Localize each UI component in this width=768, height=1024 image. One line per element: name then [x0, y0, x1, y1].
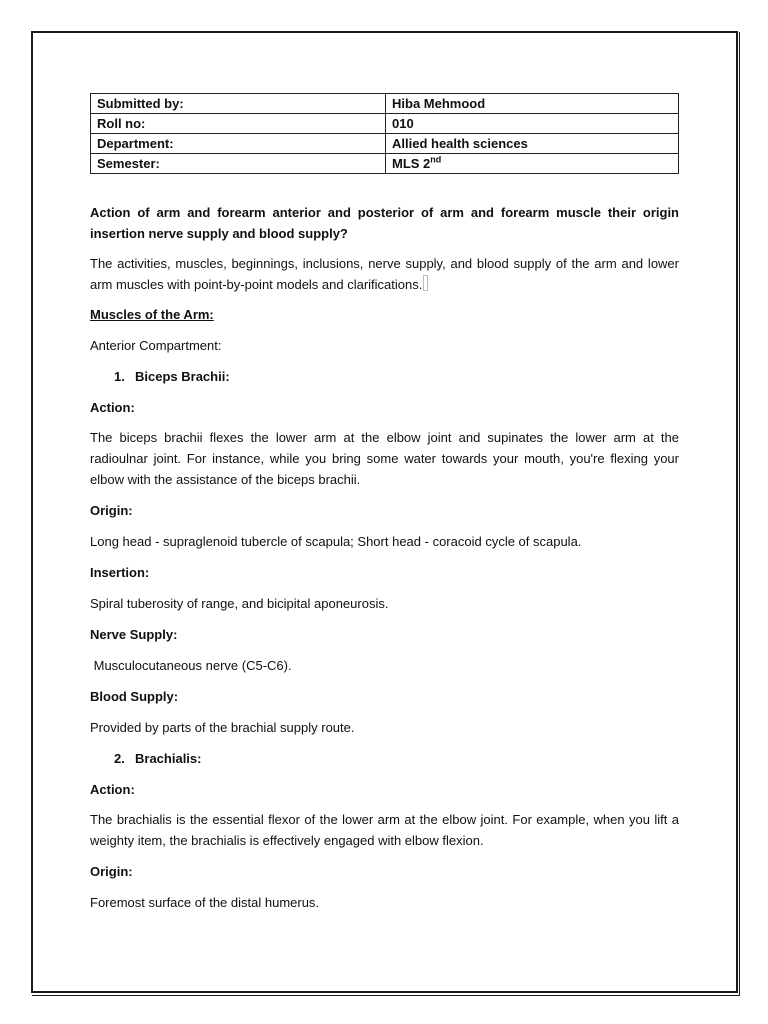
text-cursor-mark: [423, 275, 428, 291]
semester-superscript: nd: [430, 154, 442, 165]
action-text: The biceps brachii flexes the lower arm at the elbow joint and supinates the lower arm at the radioulnar joint. For instance, while you bring some water towards your mouth, you're flexing your elbow with the assistance of the biceps brachii.: [90, 430, 679, 487]
section-heading: Muscles of the Arm:: [90, 307, 214, 322]
intro-paragraph: [90, 253, 679, 295]
intro-text: The activities, muscles, beginnings, inclusions, nerve supply, and blood supply of the arm and lower arm muscles with point-by-point models and clarifications.: [90, 256, 679, 292]
table-cell-label: Department:: [91, 134, 386, 154]
insertion-label: Insertion:: [90, 565, 150, 580]
table-row: [91, 94, 679, 114]
table-row: [91, 134, 679, 154]
blood-supply-label: Blood Supply:: [90, 689, 179, 704]
table-cell-label: Semester:: [91, 154, 386, 174]
origin-text: Foremost surface of the distal humerus.: [90, 895, 320, 910]
document-body: [90, 200, 679, 913]
origin-label: Origin:: [90, 864, 133, 879]
insertion-text: Spiral tuberosity of range, and bicipital aponeurosis.: [90, 596, 389, 611]
origin-text: Long head - supraglenoid tubercle of scapula; Short head - coracoid cycle of scapula.: [90, 534, 582, 549]
list-number: 1.: [114, 369, 125, 384]
table-row: [91, 154, 679, 174]
semester-value: MLS 2: [392, 155, 431, 171]
table-cell-value: [386, 154, 679, 174]
nerve-supply-label: Nerve Supply:: [90, 627, 178, 642]
table-row: [91, 114, 679, 134]
table-cell-value: Hiba Mehmood: [386, 94, 679, 114]
question-heading: Action of arm and forearm anterior and posterior of arm and forearm muscle their origin insertion nerve supply and blood supply?: [90, 205, 679, 241]
muscle-heading-biceps: [90, 366, 679, 387]
action-label: Action:: [90, 782, 135, 797]
origin-label: Origin:: [90, 503, 133, 518]
muscle-heading-brachialis: [90, 748, 679, 769]
muscle-name: Biceps Brachii:: [135, 369, 230, 384]
action-text: The brachialis is the essential flexor of the lower arm at the elbow joint. For example, when you lift a weighty item, the brachialis is effectively engaged with elbow flexion.: [90, 812, 679, 848]
table-cell-value: Allied health sciences: [386, 134, 679, 154]
table-cell-label: Submitted by:: [91, 94, 386, 114]
table-cell-value: 010: [386, 114, 679, 134]
action-label: Action:: [90, 400, 135, 415]
muscle-name: Brachialis:: [135, 751, 202, 766]
nerve-supply-text: Musculocutaneous nerve (C5-C6).: [90, 658, 292, 673]
compartment-label: Anterior Compartment:: [90, 338, 222, 353]
list-number: 2.: [114, 751, 125, 766]
table-cell-label: Roll no:: [91, 114, 386, 134]
header-info-table: [90, 93, 679, 174]
blood-supply-text: Provided by parts of the brachial supply route.: [90, 720, 355, 735]
